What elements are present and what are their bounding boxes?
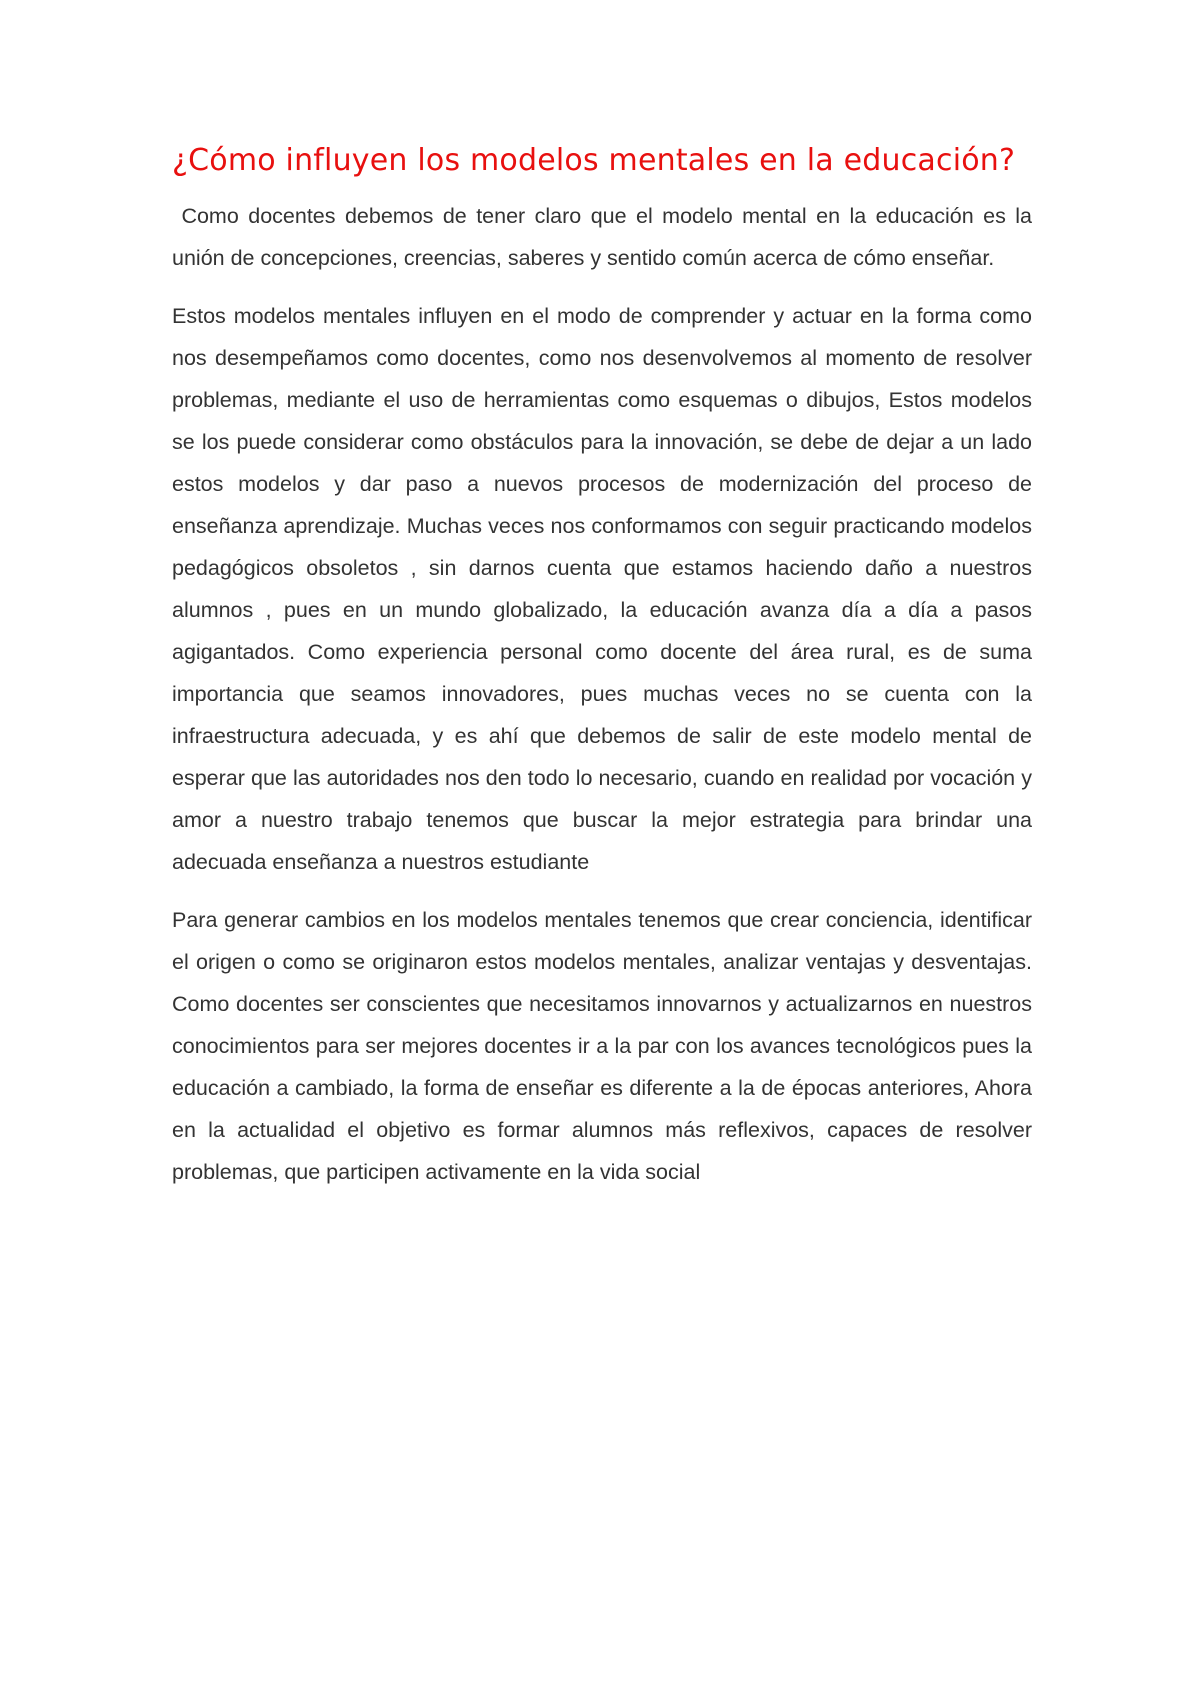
document-page — [172, 140, 1038, 1193]
paragraph-3: Para generar cambios en los modelos mentales tenemos que crear conciencia, identificar el origen o como se originaron estos modelos mentales, analizar ventajas y desventajas. Como docentes ser conscientes que necesitamos innovarnos y actualizarnos en nuestros conocimientos para ser mejores docentes ir a la par con los avances tecnológicos pues la educación a cambiado, la forma de enseñar es diferente a la de épocas anteriores, Ahora en la actualidad el objetivo es formar alumnos más reflexivos, capaces de resolver problemas, que participen activamente en la vida social — [172, 908, 1032, 1184]
document-title: ¿Cómo influyen los modelos mentales en la educación? — [172, 143, 1016, 178]
paragraph-2: Estos modelos mentales influyen en el modo de comprender y actuar en la forma como nos desempeñamos como docentes, como nos desenvolvemos al momento de resolver problemas, mediante el uso de herramientas como esquemas o dibujos, Estos modelos se los puede considerar como obstáculos para la innovación, se debe de dejar a un lado estos modelos y dar paso a nuevos procesos de modernización del proceso de enseñanza aprendizaje. Muchas veces nos conformamos con seguir practicando modelos pedagógicos obsoletos , sin darnos cuenta que estamos haciendo daño a nuestros alumnos , pues en un mundo globalizado, la educación avanza día a día a pasos agigantados. Como experiencia personal como docente del área rural, es de suma importancia que seamos innovadores, pues muchas veces no se cuenta con la infraestructura adecuada, y es ahí que debemos de salir de este modelo mental de esperar que las autoridades nos den todo lo necesario, cuando en realidad por vocación y amor a nuestro trabajo tenemos que buscar la mejor estrategia para brindar una adecuada enseñanza a nuestros estudiante — [172, 304, 1032, 874]
paragraph-1: Como docentes debemos de tener claro que el modelo mental en la educación es la unión de concepciones, creencias, saberes y sentido común acerca de cómo enseñar. — [172, 204, 1038, 270]
